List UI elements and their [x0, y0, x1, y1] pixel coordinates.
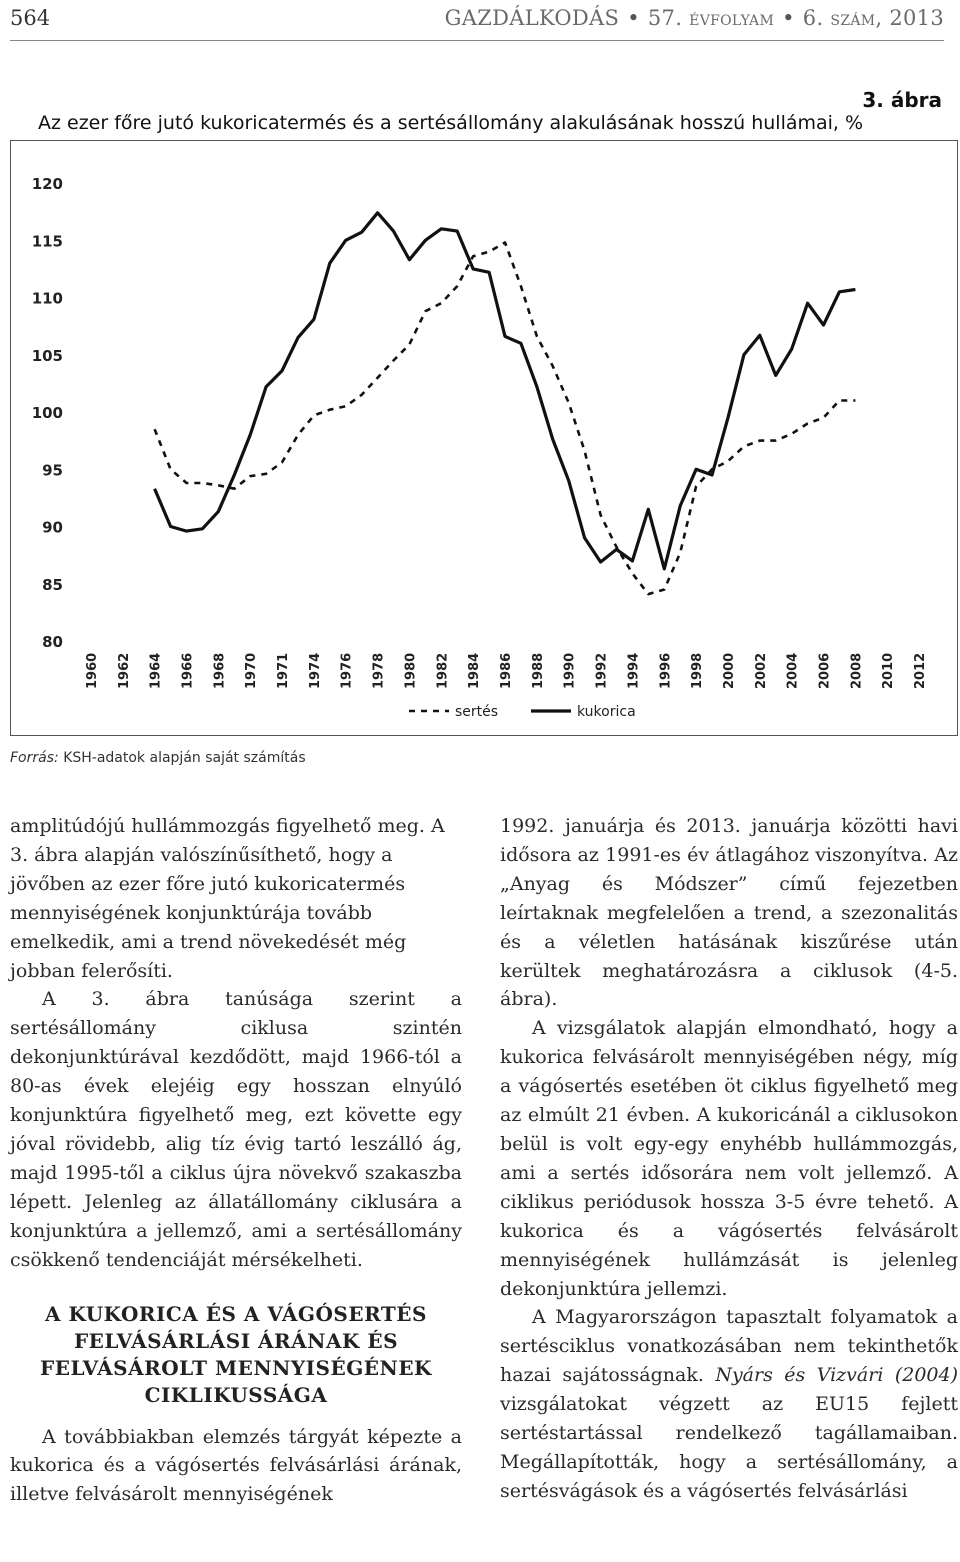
paragraph-text: vizsgálatokat végzett az EU15 fejlett sertéstartással rendelkező tagállamaiban. Megállapították, hogy a sertésállomány, a sertésvágások és a vágósertés felvásárlási [500, 1393, 958, 1502]
y-tick-label: 110 [31, 289, 63, 308]
y-tick-label: 90 [42, 518, 63, 537]
legend-label: sertés [455, 704, 499, 720]
x-tick-label: 1968 [212, 652, 228, 689]
volume-label: ÉVFOLYAM [689, 13, 775, 29]
series-line-sertés [155, 243, 856, 595]
series-line-kukorica [155, 213, 856, 569]
x-tick-label: 1966 [180, 652, 196, 689]
x-tick-label: 2006 [817, 652, 833, 689]
journal-name: GAZDÁLKODÁS [444, 6, 620, 30]
figure-label: 3. ábra [862, 88, 942, 112]
x-tick-label: 1980 [403, 652, 419, 689]
x-tick-label: 1976 [339, 652, 355, 689]
x-tick-label: 1978 [371, 652, 387, 689]
y-tick-label: 100 [31, 404, 63, 422]
paragraph: A 3. ábra tanúsága szerint a sertésállomány ciklusa szintén dekonjunktúrával kezdődött, majd 1966-tól a 80-as évek elejéig egy hosszan elnyúló konjunktúra figyelhető meg, ezt követte egy jóval rövidebb, alig tíz évig tartó leszálló ág, majd 1995-től a ciklus újra növekvő szakaszba lépett. Jelenleg az állatállomány ciklusára a konjunktúra a jellemző, ami a sertésállomány csökkenő tendenciáját mérsékelheti. [10, 988, 462, 1271]
y-tick-label: 80 [42, 633, 63, 651]
paragraph: A továbbiakban elemzés tárgyát képezte a kukorica és a vágósertés felvásárlási árának, illetve felvásárolt mennyiségének [10, 1425, 462, 1506]
y-tick-label: 85 [42, 575, 63, 594]
year: 2013 [889, 6, 944, 30]
paragraph-text: A Magyarországon tapasztalt folyamatok a sertésciklus vonatkozásában nem tekinthetők hazai sajátosságnak. [500, 1306, 958, 1387]
x-tick-label: 1960 [84, 652, 100, 689]
x-tick-label: 1982 [435, 652, 451, 689]
issue-label: SZÁM [830, 13, 876, 29]
x-tick-label: 1962 [116, 652, 132, 689]
x-tick-label: 1971 [276, 652, 292, 689]
x-tick-label: 2002 [753, 652, 769, 689]
x-tick-label: 1994 [626, 652, 642, 689]
x-tick-label: 1990 [562, 652, 578, 689]
bullet-icon: • [627, 6, 640, 30]
x-tick-label: 2012 [913, 652, 929, 689]
line-chart [11, 141, 957, 735]
y-tick-label: 120 [31, 175, 63, 193]
left-text-column [10, 812, 462, 1509]
x-tick-label: 2008 [849, 652, 865, 689]
y-tick-label: 115 [31, 232, 63, 251]
volume-number: 57. [647, 6, 683, 30]
citation: Nyárs és Vizvári (2004) [715, 1364, 958, 1387]
figure-title: Az ezer főre jutó kukoricatermés és a sertésállomány alakulásának hosszú hullámai, % [38, 112, 864, 134]
paragraph [500, 1303, 958, 1505]
x-tick-label: 1970 [244, 652, 260, 689]
section-heading: A KUKORICA ÉS A VÁGÓSERTÉS FELVÁSÁRLÁSI ÁRÁNAK ÉS FELVÁSÁROLT MENNYISÉGÉNEK CIKLIKUSSÁGA [40, 1301, 432, 1407]
bullet-icon: • [782, 6, 795, 30]
x-tick-label: 2010 [881, 652, 897, 689]
source-label: Forrás: [10, 750, 59, 766]
x-tick-label: 1992 [594, 652, 610, 689]
page-header [10, 6, 944, 40]
paragraph: 1992. januárja és 2013. januárja közötti havi idősora az 1991-es év átlagához viszonyítva. Az „Anyag és Módszer” című fejezetben leírtaknak megfelelően a trend, a szezonalitás és a véletlen hatásának kiszűrése után kerültek meghatározásra a ciklusok (4-5. ábra). [500, 815, 958, 1011]
x-tick-label: 1984 [467, 652, 483, 689]
header-rule [10, 40, 944, 41]
paragraph: A vizsgálatok alapján elmondható, hogy a kukorica felvásárolt mennyiségében négy, míg a vágósertés esetében öt ciklus figyelhető meg az elmúlt 21 évben. A kukoricánál a ciklusokon belül is volt egy-egy enyhébb hullámmozgás, ami a sertés idősorára nem volt jellemző. A ciklikus periódusok hossza 3-5 évre tehető. A kukorica és a vágósertés felvásárolt mennyiségének hullámzását is jelenleg dekonjunktúra jellemzi. [500, 1017, 958, 1300]
legend-label: kukorica [577, 704, 636, 720]
x-tick-label: 1996 [658, 652, 674, 689]
x-tick-label: 2004 [785, 652, 801, 689]
right-text-column [500, 812, 958, 1506]
x-tick-label: 1986 [499, 652, 514, 689]
x-tick-label: 1988 [530, 652, 546, 689]
page-number: 564 [10, 6, 51, 30]
figure-source [10, 750, 306, 766]
paragraph: amplitúdójú hullámmozgás figyelhető meg. A 3. ábra alapján valószínűsíthető, hogy a jövőben az ezer főre jutó kukoricatermés mennyiségének konjunktúrája tovább emelkedik, ami a trend növekedését még jobban felerősíti. [10, 815, 445, 982]
y-tick-label: 95 [42, 461, 63, 480]
source-text: KSH-adatok alapján saját számítás [63, 750, 306, 766]
x-tick-label: 1974 [307, 652, 323, 689]
y-tick-label: 105 [31, 346, 63, 365]
chart-frame [10, 140, 958, 736]
x-tick-label: 2000 [721, 652, 737, 689]
issue-number: 6. [802, 6, 824, 30]
x-tick-label: 1964 [148, 652, 164, 689]
x-tick-label: 1998 [690, 652, 706, 689]
journal-running-head: GAZDÁLKODÁS • 57. ÉVFOLYAM • 6. SZÁM, 2013 [444, 6, 944, 30]
